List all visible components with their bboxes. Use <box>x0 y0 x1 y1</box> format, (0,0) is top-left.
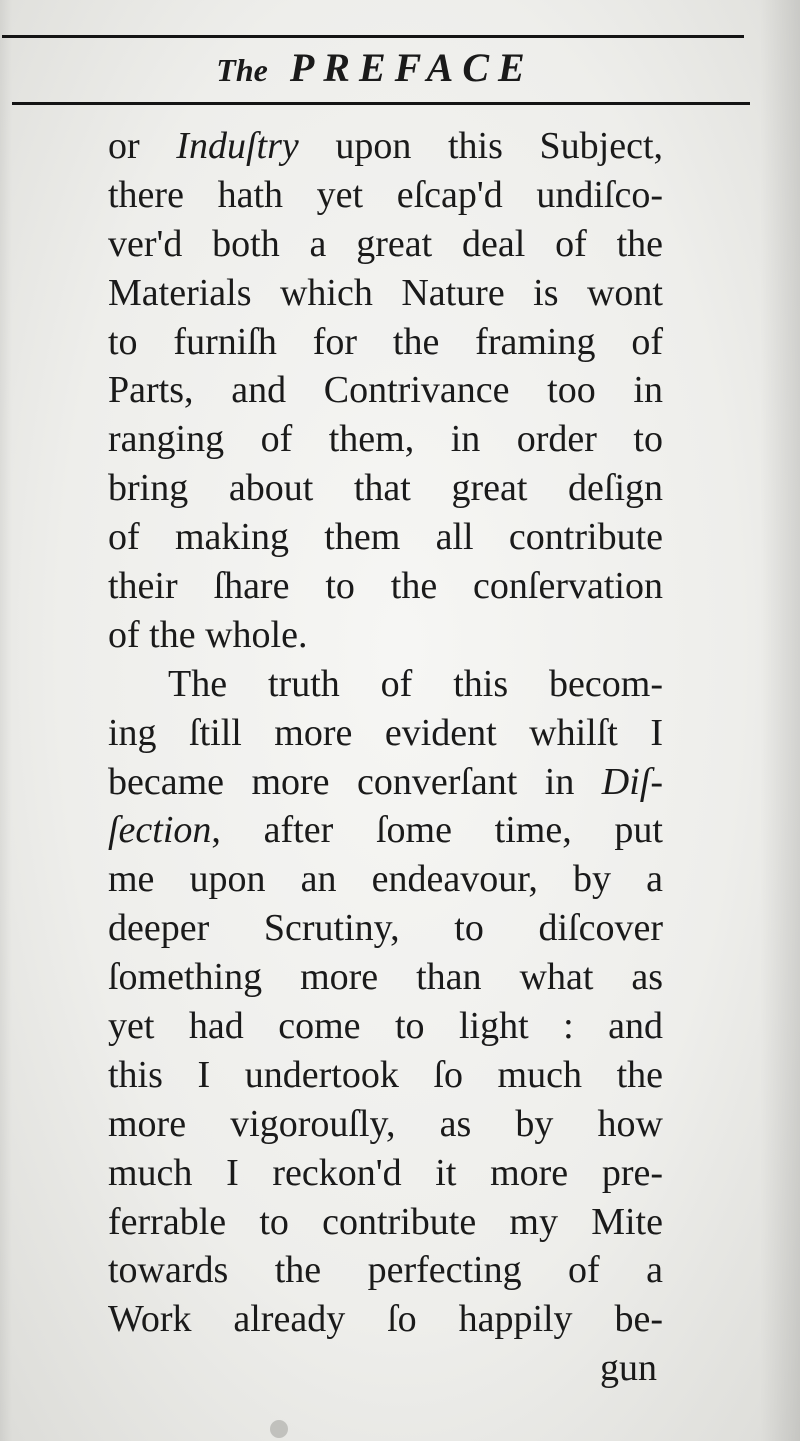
text-line <box>108 464 663 513</box>
italic-run: ſection <box>108 809 212 852</box>
text-run: Parts, and Contrivance too in <box>108 369 663 412</box>
text-run: there hath yet eſcap'd undiſco- <box>108 173 663 216</box>
text-line <box>108 415 663 464</box>
text-run: ver'd both a great deal of the <box>108 222 663 265</box>
text-line <box>108 904 663 953</box>
text-run: yet had come to light : and <box>108 1005 663 1048</box>
text-run: much I reckon'd it more pre- <box>108 1151 663 1194</box>
text-line <box>108 1149 663 1198</box>
text-run: their ſhare to the conſervation <box>108 565 663 608</box>
text-run: me upon an endeavour, by a <box>108 858 663 901</box>
text-line <box>108 1295 663 1344</box>
body-text <box>108 122 663 1393</box>
running-head <box>0 40 750 98</box>
text-line <box>108 171 663 220</box>
running-head-title: PREFACE <box>289 45 534 90</box>
text-line <box>108 1100 663 1149</box>
italic-run: Diſ- <box>601 760 663 803</box>
ink-spot-mark <box>270 1420 288 1438</box>
text-run: towards the perfecting of a <box>108 1249 663 1292</box>
text-line <box>108 1246 663 1295</box>
text-run: more vigorouſly, as by how <box>108 1102 663 1145</box>
text-line <box>108 1344 663 1393</box>
text-run: of making them all contribute <box>108 516 663 559</box>
text-line <box>108 660 663 709</box>
text-line <box>108 1051 663 1100</box>
page-edge-shadow-left <box>0 0 12 1441</box>
text-run: ſomething more than what as <box>108 956 663 999</box>
text-line <box>108 855 663 904</box>
text-run: The truth of this becom- <box>168 662 663 705</box>
text-line <box>108 220 663 269</box>
text-run: deeper Scrutiny, to diſcover <box>108 907 663 950</box>
text-run: of the whole. <box>108 613 308 656</box>
page-edge-shadow-right <box>760 0 800 1441</box>
text-line <box>108 269 663 318</box>
text-run: ranging of them, in order to <box>108 418 663 461</box>
text-line <box>108 1002 663 1051</box>
text-line <box>108 709 663 758</box>
text-line <box>108 758 663 807</box>
text-line <box>108 1198 663 1247</box>
text-run: this I undertook ſo much the <box>108 1053 663 1096</box>
text-run: ferrable to contribute my Mite <box>108 1200 663 1243</box>
italic-run: Induſtry <box>176 125 299 167</box>
text-line <box>108 122 663 171</box>
text-line <box>108 366 663 415</box>
text-run: , after ſome time, put <box>211 809 663 852</box>
text-line <box>108 562 663 611</box>
text-run: gun <box>600 1347 657 1390</box>
text-run: upon this Subject, <box>298 125 664 167</box>
header-rule-top <box>2 35 744 38</box>
header-rule-bottom <box>12 102 750 105</box>
text-line <box>108 513 663 562</box>
text-run: Work already ſo happily be- <box>108 1298 663 1341</box>
text-run: Materials which Nature is wont <box>108 271 663 314</box>
text-line <box>108 318 663 367</box>
text-line <box>108 611 663 660</box>
running-head-the: The <box>216 52 268 88</box>
text-line <box>108 953 663 1002</box>
text-run: bring about that great deſign <box>108 467 663 510</box>
text-line <box>108 806 663 855</box>
text-run: to furniſh for the framing of <box>108 320 663 363</box>
text-run: ing ſtill more evident whilſt I <box>108 711 663 754</box>
text-run: became more converſant in <box>108 760 602 803</box>
text-run: or <box>108 125 177 167</box>
